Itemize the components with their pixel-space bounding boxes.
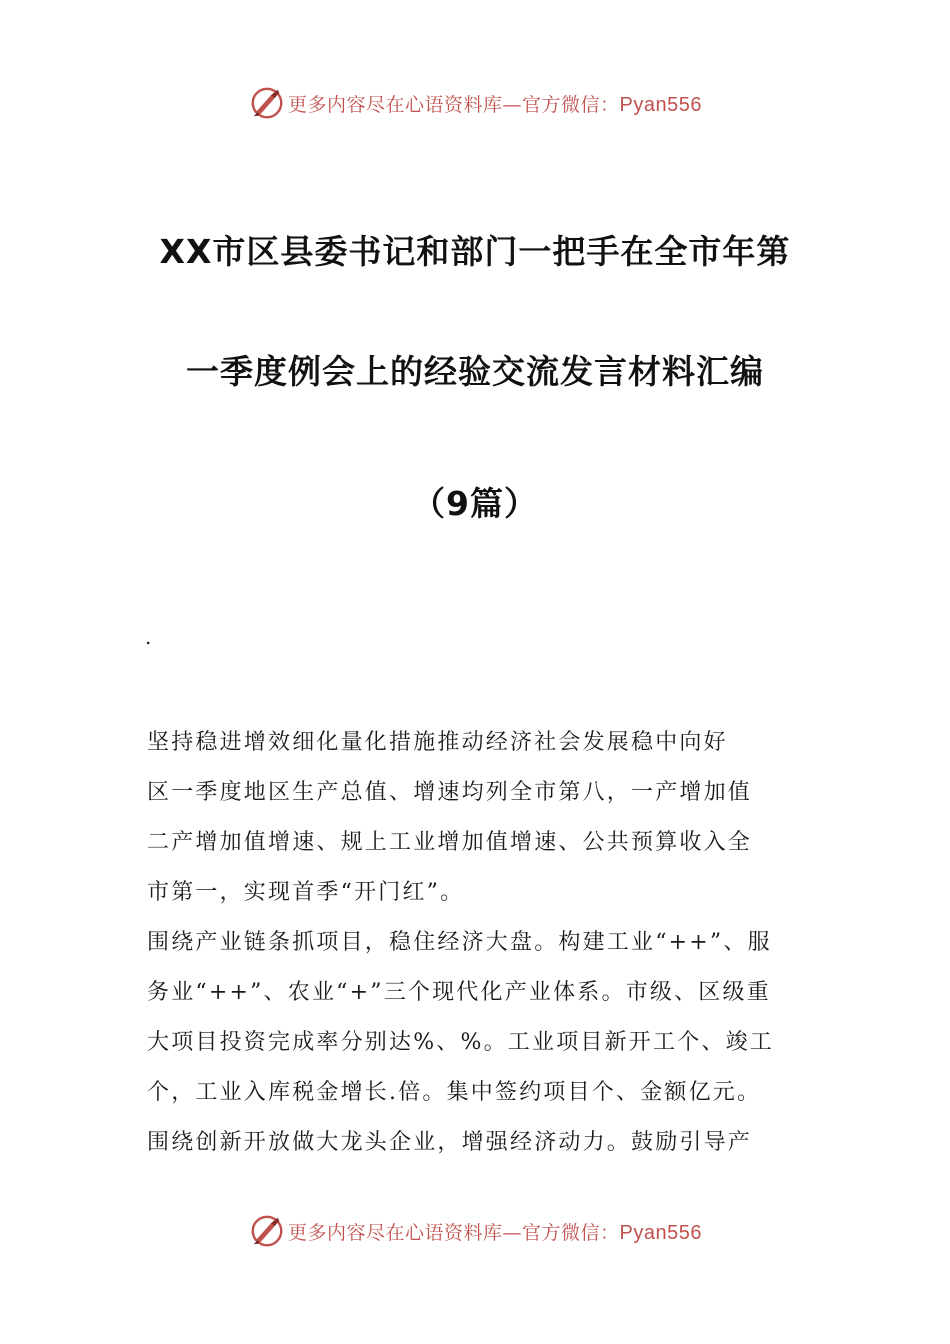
pen-logo-icon	[248, 1212, 286, 1250]
body-line: 坚持稳进增效细化量化措施推动经济社会发展稳中向好	[147, 730, 728, 755]
document-body	[147, 718, 807, 1168]
body-line: 务业“++”、农业“+”三个现代化产业体系。市级、区级重	[147, 980, 771, 1005]
body-line: 大项目投资完成率分别达%、%。工业项目新开工个、竣工	[147, 1030, 775, 1055]
body-line: 围绕产业链条抓项目，稳住经济大盘。构建工业“++”、服	[147, 930, 772, 955]
document-title-line-1: XX市区县委书记和部门一把手在全市年第	[159, 232, 791, 271]
body-line: 二产增加值增速、规上工业增加值增速、公共预算收入全	[147, 830, 753, 855]
document-title-line-2: 一季度例会上的经验交流发言材料汇编	[186, 352, 764, 391]
watermark-header	[0, 83, 950, 123]
document-title-count: （9篇）	[412, 484, 538, 523]
pen-logo-icon	[248, 84, 286, 122]
body-line: 区一季度地区生产总值、增速均列全市第八，一产增加值	[147, 780, 753, 805]
body-line: 市第一，实现首季“开门红”。	[147, 880, 465, 905]
watermark-text: 更多内容尽在心语资料库—官方微信：Pyan556	[288, 93, 702, 116]
body-line: 围绕创新开放做大龙头企业，增强经济动力。鼓励引导产	[147, 1130, 753, 1155]
paragraph-marker: .	[145, 625, 152, 649]
watermark-footer	[0, 1211, 950, 1251]
watermark-text: 更多内容尽在心语资料库—官方微信：Pyan556	[288, 1221, 702, 1244]
body-line: 个，工业入库税金增长.倍。集中签约项目个、金额亿元。	[147, 1080, 762, 1105]
